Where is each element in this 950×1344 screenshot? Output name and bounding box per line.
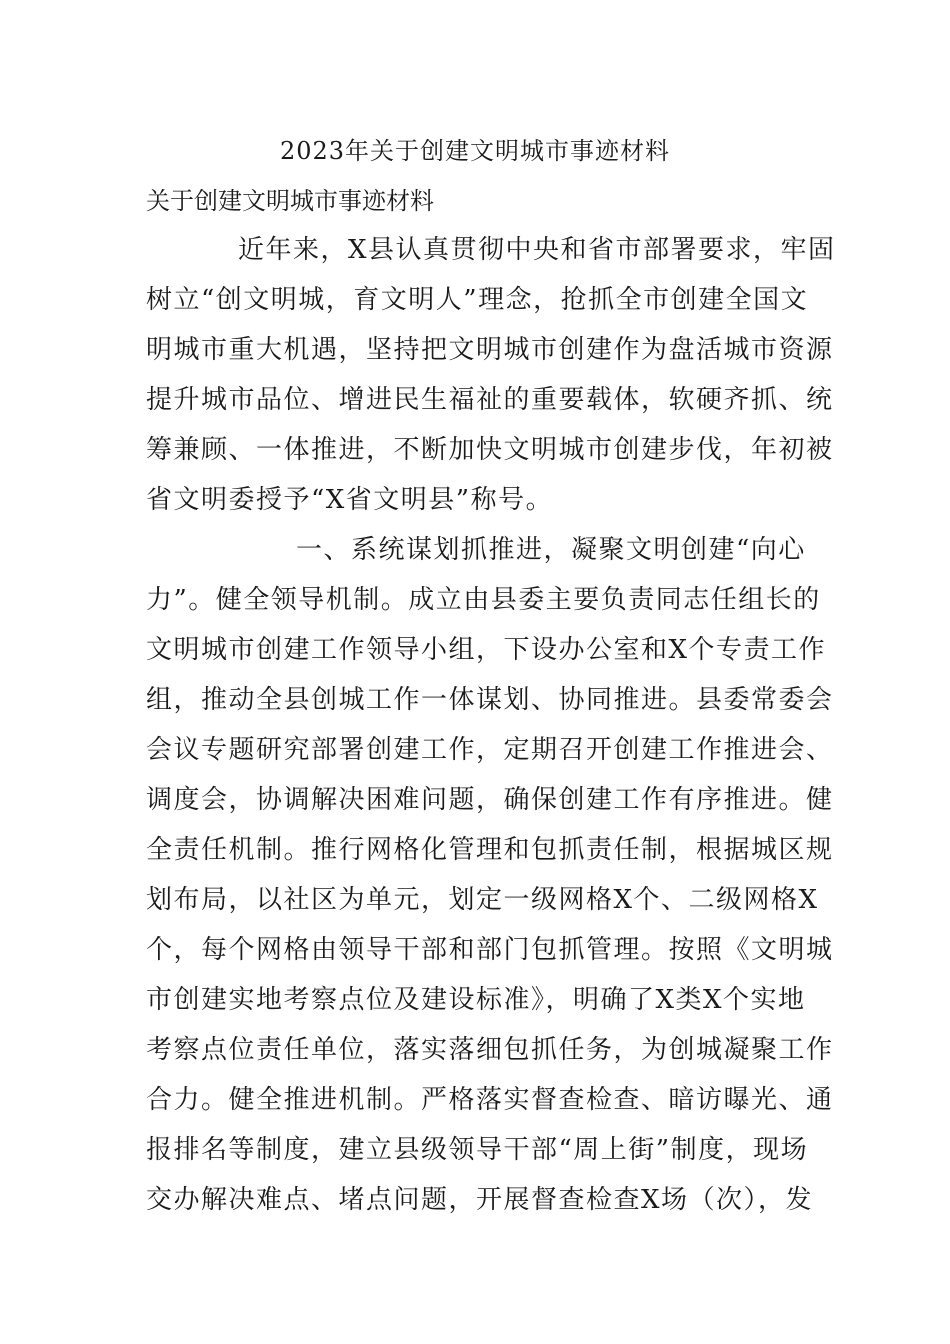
paragraph-line: 全责任机制。推行网格化管理和包抓责任制，根据城区规 [146, 835, 834, 865]
paragraph-line: 明城市重大机遇，坚持把文明城市创建作为盘活城市资源 [146, 335, 834, 365]
paragraph-line: 省文明委授予“X省文明县”称号。 [146, 485, 554, 515]
paragraph-intro [146, 225, 836, 525]
paragraph-line: 报排名等制度，建立县级领导干部“周上街”制度，现场 [146, 1135, 809, 1165]
paragraph-line: 一、系统谋划抓推进，凝聚文明创建“向心 [296, 535, 806, 565]
paragraph-line: 会议专题研究部署创建工作，定期召开创建工作推进会、 [146, 735, 834, 765]
paragraph-line: 市创建实地考察点位及建设标准》，明确了X类X个实地 [146, 985, 806, 1015]
paragraph-line: 调度会，协调解决困难问题，确保创建工作有序推进。健 [146, 785, 834, 815]
document-title: 2023年关于创建文明城市事迹材料 [279, 137, 671, 165]
paragraph-line: 文明城市创建工作领导小组，下设办公室和X个专责工作 [146, 635, 827, 665]
paragraph-line: 交办解决难点、堵点问题，开展督查检查X场（次），发 [146, 1185, 814, 1215]
paragraph-line: 划布局，以社区为单元，划定一级网格X个、二级网格X [146, 885, 819, 915]
document-subtitle: 关于创建文明城市事迹材料 [146, 187, 434, 215]
paragraph-line: 筹兼顾、一体推进，不断加快文明城市创建步伐，年初被 [146, 435, 834, 465]
paragraph-line: 考察点位责任单位，落实落细包抓任务，为创城凝聚工作 [146, 1035, 834, 1065]
paragraph-line: 树立“创文明城，育文明人”理念，抢抓全市创建全国文 [146, 285, 809, 315]
paragraph-line: 力”。健全领导机制。成立由县委主要负责同志任组长的 [146, 585, 821, 615]
paragraph-line: 组，推动全县创城工作一体谋划、协同推进。县委常委会 [146, 685, 834, 715]
paragraph-line: 合力。健全推进机制。严格落实督查检查、暗访曝光、通 [146, 1085, 834, 1115]
paragraph-line: 近年来，X县认真贯彻中央和省市部署要求，牢固 [238, 235, 836, 265]
paragraph-line: 提升城市品位、增进民生福祉的重要载体，软硬齐抓、统 [146, 385, 834, 415]
paragraph-line: 个，每个网格由领导干部和部门包抓管理。按照《文明城 [146, 935, 834, 965]
paragraph-section-one [146, 525, 834, 1225]
